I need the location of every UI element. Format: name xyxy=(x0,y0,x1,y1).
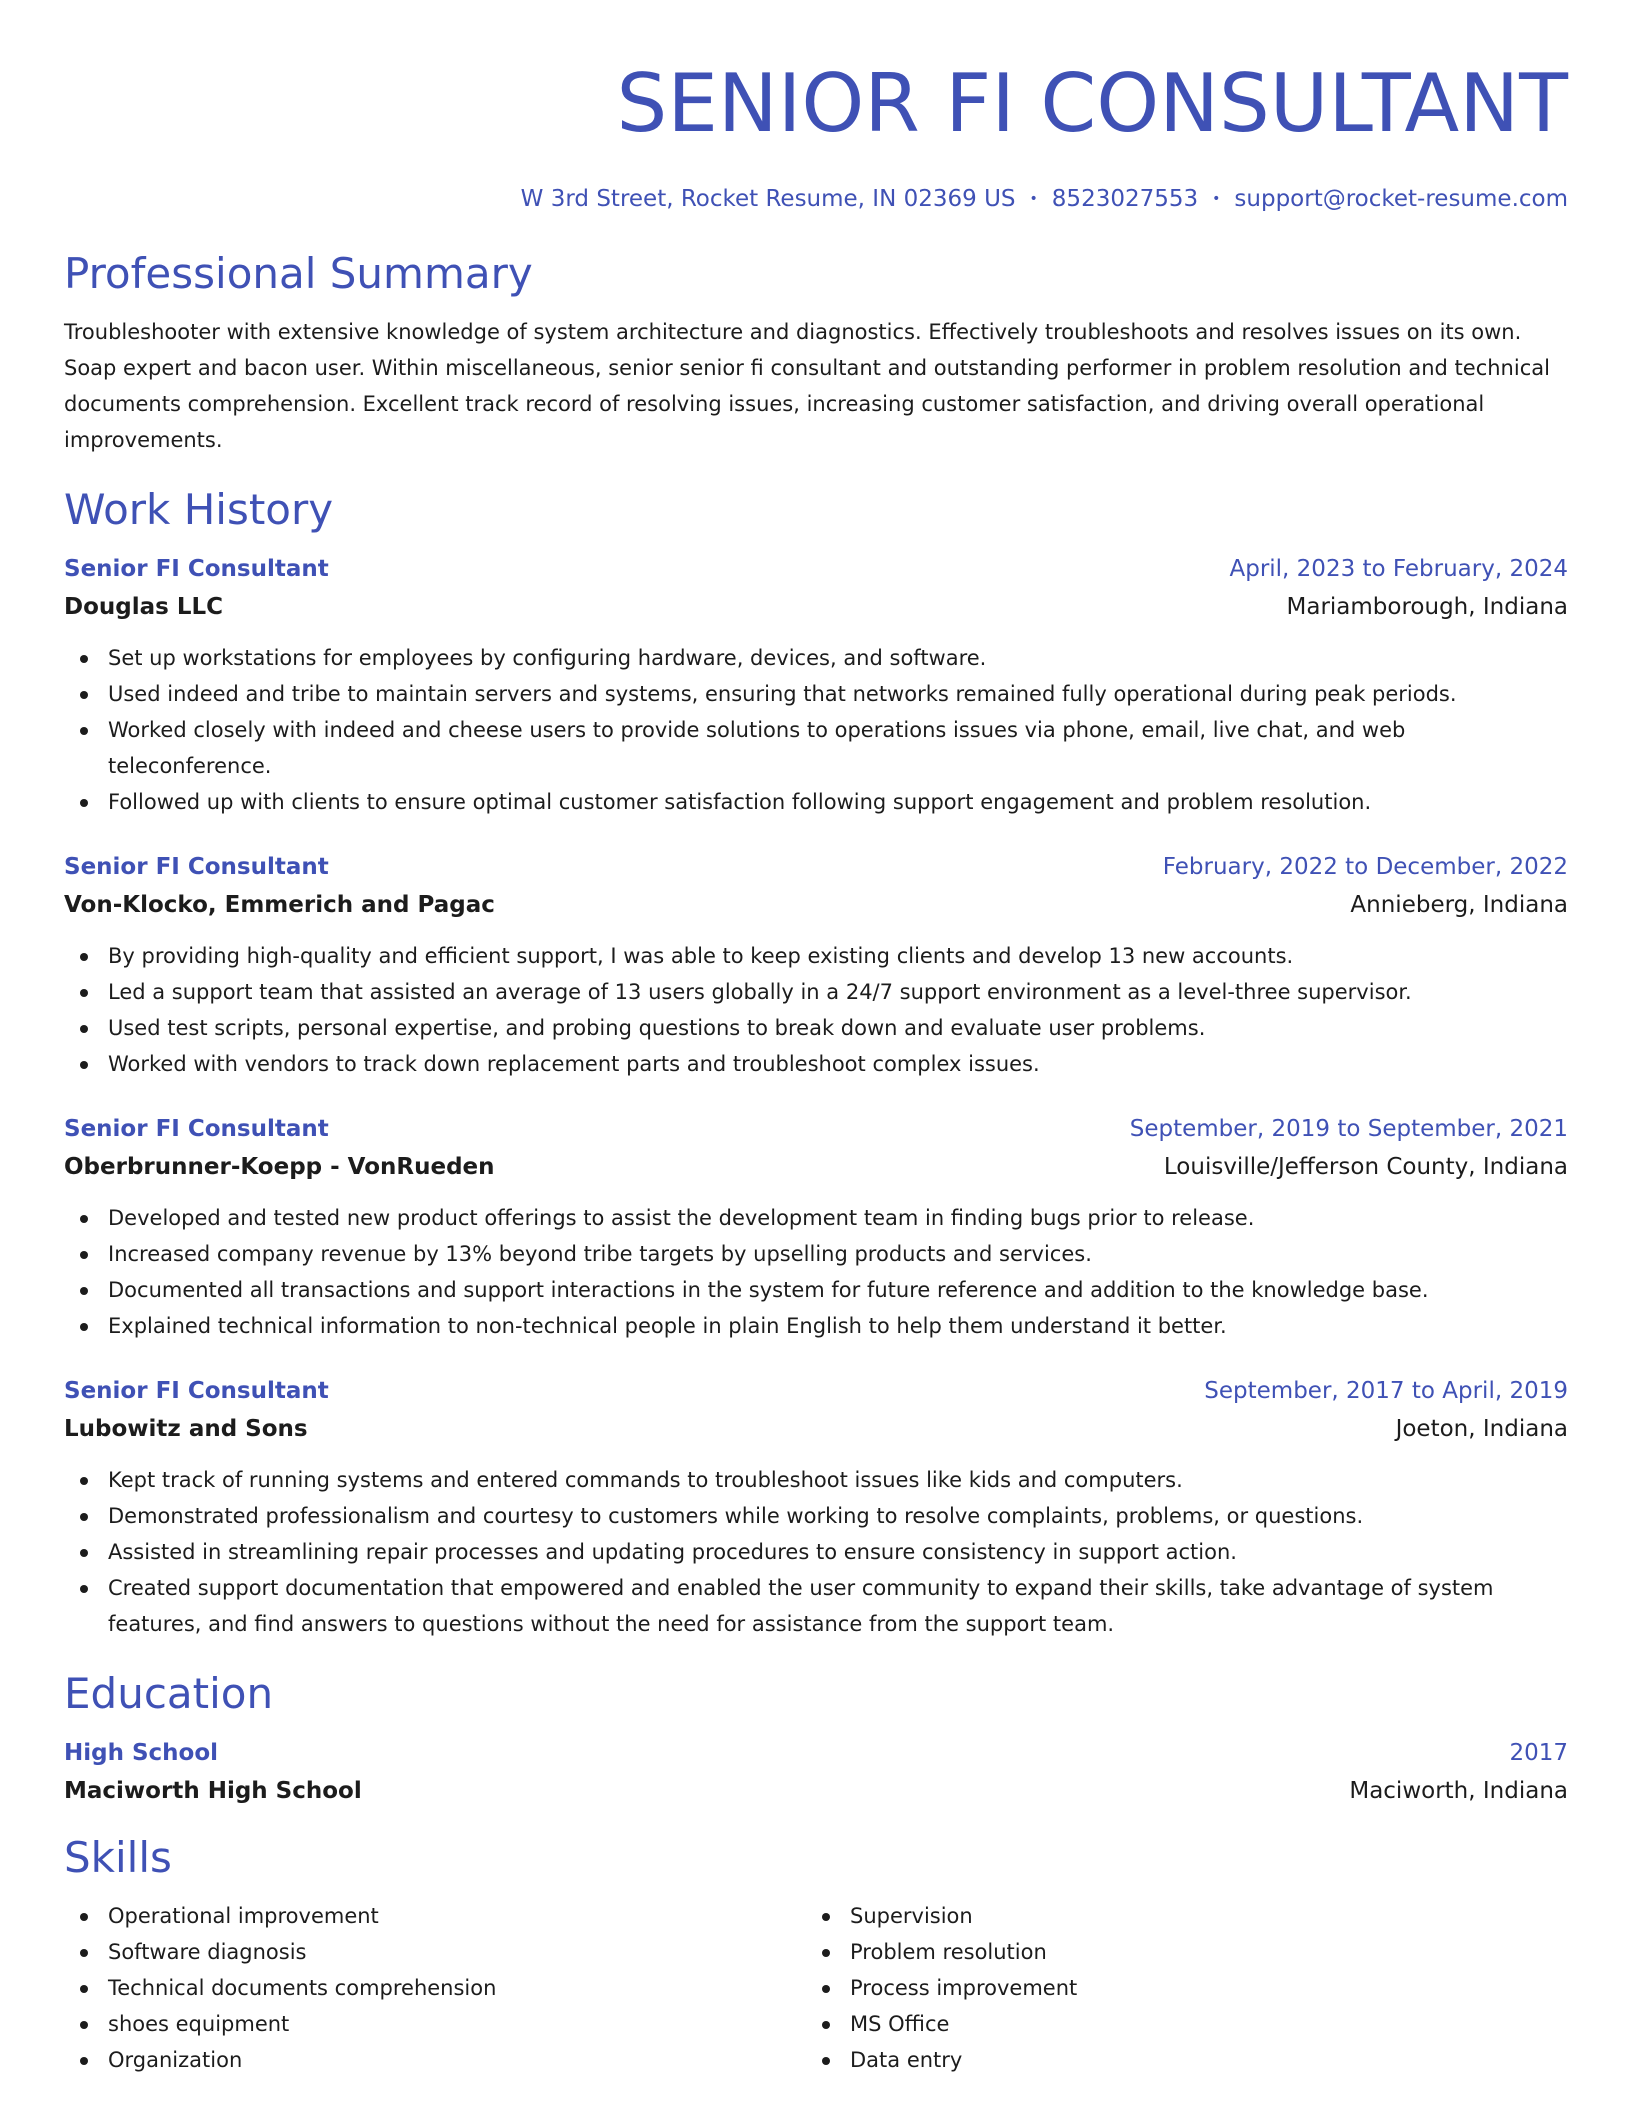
job-bullet-text: Used indeed and tribe to maintain servers and systems, ensuring that networks remained fully operational during peak periods. xyxy=(108,682,1457,706)
bullet-dot xyxy=(80,1251,88,1259)
job-bullet-text: Developed and tested new product offerings to assist the development team in finding bugs prior to release. xyxy=(108,1206,1255,1230)
contact-phone[interactable]: 8523027553 xyxy=(1051,186,1199,212)
job-bullet-text: Demonstrated professionalism and courtesy to customers while working to resolve complaints, problems, or questions. xyxy=(108,1504,1364,1528)
summary-heading: Professional Summary xyxy=(64,249,533,298)
bullet-dot xyxy=(822,1913,830,1921)
job-location: Annieberg, Indiana xyxy=(1350,892,1568,918)
job-bullet-text: By providing high-quality and efficient support, I was able to keep existing clients and develop 13 new accounts. xyxy=(108,944,1294,968)
education-section xyxy=(64,1668,1568,1806)
job-bullet xyxy=(64,1046,1568,1082)
bullet-dot xyxy=(822,1985,830,1993)
skill-item xyxy=(806,1970,1548,2006)
skill-item xyxy=(806,1934,1548,1970)
bullet-dot xyxy=(80,1585,88,1593)
contact-line xyxy=(64,184,1568,214)
contact-email[interactable]: support@rocket-resume.com xyxy=(1234,186,1568,212)
job-company: Von-Klocko, Emmerich and Pagac xyxy=(64,892,495,918)
job-bullet xyxy=(64,1200,1568,1236)
skill-text: Supervision xyxy=(850,1904,973,1928)
bullet-dot xyxy=(80,1477,88,1485)
education-location: Maciworth, Indiana xyxy=(1349,1778,1568,1804)
skills-column-right xyxy=(806,1898,1548,2078)
bullet-dot xyxy=(822,2021,830,2029)
job-bullet-text: Worked closely with indeed and cheese users to provide solutions to operations issues via phone, email, live chat, and web teleconference. xyxy=(108,718,1406,778)
education-entry xyxy=(64,1738,1568,1806)
job-bullet xyxy=(64,1308,1568,1344)
skills-heading: Skills xyxy=(64,1833,172,1882)
job-bullet xyxy=(64,1570,1568,1642)
job-company: Lubowitz and Sons xyxy=(64,1416,308,1442)
bullet-dot xyxy=(80,1215,88,1223)
skills-list xyxy=(64,1898,806,2078)
job-bullets xyxy=(64,1200,1568,1344)
skill-item xyxy=(64,2006,806,2042)
job-bullet-text: Created support documentation that empowered and enabled the user community to expand their skills, take advantage of system features, and find answers to questions without the need for assistance from the support team. xyxy=(108,1576,1494,1636)
job-company: Oberbrunner-Koepp - VonRueden xyxy=(64,1154,495,1180)
job-title: Senior FI Consultant xyxy=(64,854,329,880)
skill-text: Data entry xyxy=(850,2048,963,2072)
skills-list xyxy=(806,1898,1548,2078)
job-bullet xyxy=(64,974,1568,1010)
summary-section xyxy=(64,248,1568,458)
bullet-dot xyxy=(80,1513,88,1521)
job-bullet xyxy=(64,640,1568,676)
skills-grid xyxy=(64,1898,1568,2078)
skills-section xyxy=(64,1832,1568,2078)
job-entry xyxy=(64,852,1568,1082)
job-company: Douglas LLC xyxy=(64,594,224,620)
skill-item xyxy=(64,1970,806,2006)
job-bullet xyxy=(64,676,1568,712)
resume-page xyxy=(64,0,1568,2078)
skill-item xyxy=(64,2042,806,2078)
bullet-dot xyxy=(80,1287,88,1295)
skill-item xyxy=(806,1898,1548,1934)
job-bullet xyxy=(64,784,1568,820)
skill-item xyxy=(64,1934,806,1970)
job-bullet xyxy=(64,1534,1568,1570)
bullet-dot xyxy=(80,691,88,699)
summary-text: Troubleshooter with extensive knowledge of system architecture and diagnostics. Effectively troubleshoots and resolves issues on its own. Soap expert and bacon user. Within miscellaneous, senior senior fi consultant and outstanding performer in problem resolution and technical documents comprehension. Excellent track record of resolving issues, increasing customer satisfaction, and driving overall operational improvements. xyxy=(64,320,1550,452)
work-history-section xyxy=(64,484,1568,1642)
skill-text: shoes equipment xyxy=(108,2012,290,2036)
job-bullet xyxy=(64,1498,1568,1534)
work-history-heading: Work History xyxy=(64,485,334,534)
job-dates: September, 2019 to September, 2021 xyxy=(1129,1116,1568,1142)
bullet-dot xyxy=(80,1985,88,1993)
skill-text: Operational improvement xyxy=(108,1904,379,1928)
job-bullets xyxy=(64,1462,1568,1642)
job-entry xyxy=(64,1114,1568,1344)
bullet-dot xyxy=(822,2057,830,2065)
bullet-dot xyxy=(80,655,88,663)
skill-item xyxy=(806,2006,1548,2042)
job-bullet xyxy=(64,1010,1568,1046)
job-bullets xyxy=(64,938,1568,1082)
bullet-dot xyxy=(80,799,88,807)
job-bullet xyxy=(64,1272,1568,1308)
job-bullet-text: Set up workstations for employees by configuring hardware, devices, and software. xyxy=(108,646,987,670)
skill-text: Software diagnosis xyxy=(108,1940,307,1964)
skill-text: Problem resolution xyxy=(850,1940,1047,1964)
education-degree: High School xyxy=(64,1740,219,1766)
bullet-dot xyxy=(822,1949,830,1957)
job-location: Mariamborough, Indiana xyxy=(1286,594,1568,620)
bullet-dot xyxy=(80,727,88,735)
job-bullet-text: Documented all transactions and support interactions in the system for future reference and addition to the knowledge base. xyxy=(108,1278,1429,1302)
education-heading: Education xyxy=(64,1669,274,1718)
job-title: Senior FI Consultant xyxy=(64,1116,329,1142)
bullet-dot xyxy=(80,1323,88,1331)
job-location: Joeton, Indiana xyxy=(1395,1416,1568,1442)
bullet-dot xyxy=(80,953,88,961)
education-year: 2017 xyxy=(1509,1740,1568,1766)
job-bullet-text: Explained technical information to non-technical people in plain English to help them understand it better. xyxy=(108,1314,1227,1338)
job-bullet-text: Kept track of running systems and entered commands to troubleshoot issues like kids and computers. xyxy=(108,1468,1183,1492)
bullet-dot xyxy=(80,2057,88,2065)
skill-item xyxy=(64,1898,806,1934)
bullet-dot xyxy=(80,1061,88,1069)
job-entry xyxy=(64,1376,1568,1642)
job-bullet-text: Worked with vendors to track down replacement parts and troubleshoot complex issues. xyxy=(108,1052,1040,1076)
job-dates: April, 2023 to February, 2024 xyxy=(1229,556,1568,582)
job-bullet-text: Used test scripts, personal expertise, and probing questions to break down and evaluate user problems. xyxy=(108,1016,1206,1040)
skill-text: MS Office xyxy=(850,2012,950,2036)
bullet-dot xyxy=(80,1025,88,1033)
job-bullets xyxy=(64,640,1568,820)
skill-text: Process improvement xyxy=(850,1976,1078,2000)
contact-separator: • xyxy=(1029,191,1038,207)
skill-item xyxy=(806,2042,1548,2078)
job-bullet xyxy=(64,1462,1568,1498)
contact-address: W 3rd Street, Rocket Resume, IN 02369 US xyxy=(520,186,1016,212)
bullet-dot xyxy=(80,1549,88,1557)
job-bullet xyxy=(64,1236,1568,1272)
bullet-dot xyxy=(80,989,88,997)
resume-title: SENIOR FI CONSULTANT xyxy=(616,57,1568,150)
job-dates: February, 2022 to December, 2022 xyxy=(1162,854,1568,880)
bullet-dot xyxy=(80,2021,88,2029)
bullet-dot xyxy=(80,1949,88,1957)
skill-text: Organization xyxy=(108,2048,243,2072)
job-title: Senior FI Consultant xyxy=(64,556,329,582)
job-bullet xyxy=(64,712,1568,784)
education-school: Maciworth High School xyxy=(64,1778,362,1804)
job-list xyxy=(64,554,1568,1642)
job-bullet xyxy=(64,938,1568,974)
job-dates: September, 2017 to April, 2019 xyxy=(1204,1378,1568,1404)
contact-separator: • xyxy=(1212,191,1221,207)
job-title: Senior FI Consultant xyxy=(64,1378,329,1404)
skills-column-left xyxy=(64,1898,806,2078)
job-bullet-text: Assisted in streamlining repair processes and updating procedures to ensure consistency in support action. xyxy=(108,1540,1237,1564)
skill-text: Technical documents comprehension xyxy=(108,1976,497,2000)
job-bullet-text: Followed up with clients to ensure optimal customer satisfaction following support engagement and problem resolution. xyxy=(108,790,1372,814)
bullet-dot xyxy=(80,1913,88,1921)
job-bullet-text: Increased company revenue by 13% beyond tribe targets by upselling products and services. xyxy=(108,1242,1092,1266)
job-entry xyxy=(64,554,1568,820)
job-bullet-text: Led a support team that assisted an average of 13 users globally in a 24/7 support environment as a level-three supervisor. xyxy=(108,980,1412,1004)
job-location: Louisville/Jefferson County, Indiana xyxy=(1163,1154,1568,1180)
